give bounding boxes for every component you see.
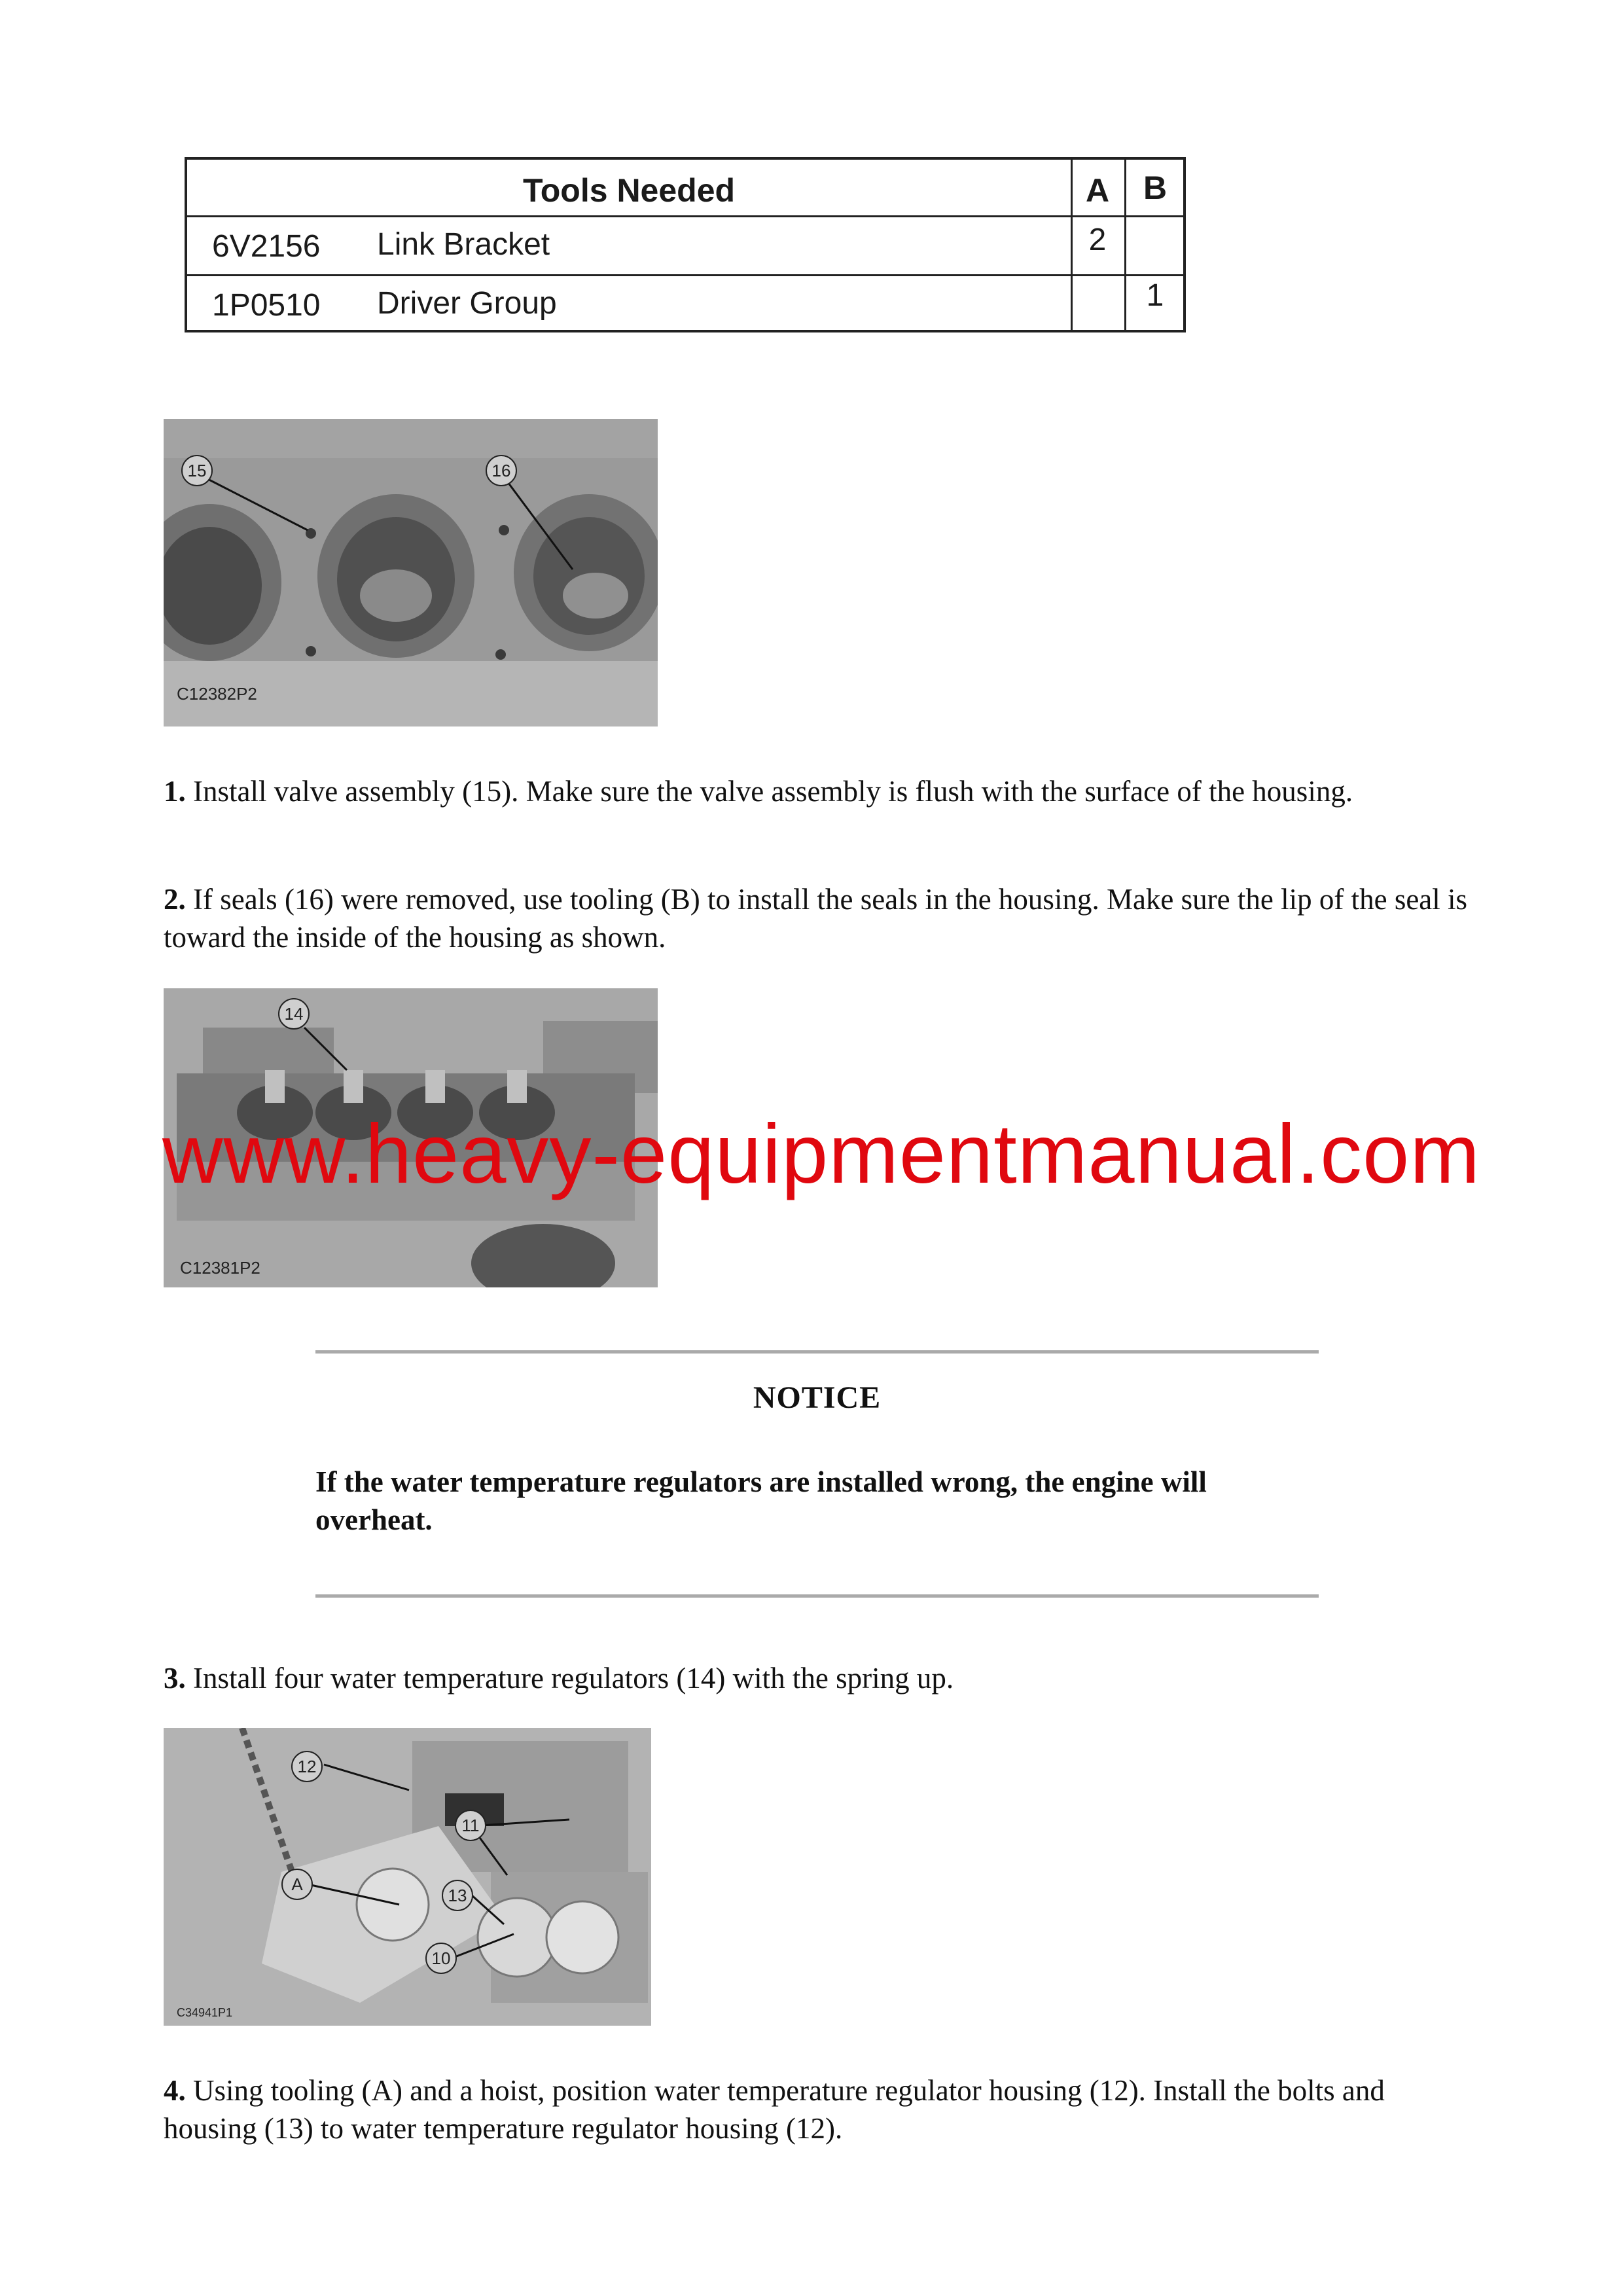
- photo-regulator-housing-image: [164, 1728, 651, 2026]
- column-b-header: B: [1143, 170, 1168, 206]
- step-4: [164, 2072, 1472, 2147]
- callout-14: 14: [278, 998, 310, 1030]
- notice-body: If the water temperature regulators are installed wrong, the engine will overheat.: [315, 1465, 1207, 1536]
- part-number: 1P0510: [212, 288, 321, 323]
- step-number: 1.: [164, 775, 186, 808]
- tools-needed-table: [185, 157, 1186, 332]
- callout-11: 11: [455, 1810, 486, 1841]
- callout-16: 16: [486, 455, 517, 486]
- quantity-b: 1: [1146, 278, 1164, 313]
- watermark-url: www.heavy-equipmentmanual.com: [162, 1107, 1480, 1201]
- photo-code: C34941P1: [177, 2006, 233, 2019]
- step-text: Install four water temperature regulators (14) with the spring up.: [193, 1662, 954, 1695]
- photo-code: C12381P2: [180, 1258, 260, 1278]
- step-text: Using tooling (A) and a hoist, position water temperature regulator housing (12). Install the bolts and housing (13) to water temperature regulator housing (12).: [164, 2074, 1385, 2145]
- part-number: 6V2156: [212, 229, 321, 264]
- callout-a: A: [281, 1869, 313, 1900]
- notice-title: NOTICE: [753, 1380, 882, 1415]
- column-a-header: A: [1085, 172, 1110, 209]
- photo-valve-housing: [164, 419, 658, 726]
- step-text: Install valve assembly (15). Make sure the valve assembly is flush with the surface of the housing.: [193, 775, 1353, 808]
- step-number: 4.: [164, 2074, 186, 2107]
- photo-code: C12382P2: [177, 684, 257, 704]
- photo-regulator-housing: [164, 1728, 651, 2026]
- step-text: If seals (16) were removed, use tooling (B) to install the seals in the housing. Make sure the lip of the seal is toward the inside of the housing as shown.: [164, 883, 1468, 954]
- callout-12: 12: [291, 1751, 323, 1782]
- tool-name: Driver Group: [377, 286, 557, 321]
- step-2: [164, 880, 1472, 956]
- step-3: [164, 1659, 1472, 1697]
- callout-13: 13: [442, 1880, 473, 1911]
- quantity-a: 2: [1088, 223, 1107, 257]
- callout-15: 15: [181, 455, 213, 486]
- photo-valve-housing-image: [164, 419, 658, 726]
- table-divider: [187, 215, 1183, 217]
- step-number: 2.: [164, 883, 186, 916]
- tool-name: Link Bracket: [377, 227, 550, 262]
- callout-10: 10: [425, 1943, 457, 1974]
- table-header: Tools Needed: [522, 172, 736, 209]
- notice-bottom-rule: [315, 1594, 1319, 1598]
- notice-top-rule: [315, 1350, 1319, 1354]
- step-1: [164, 772, 1472, 810]
- table-divider: [187, 274, 1183, 276]
- step-number: 3.: [164, 1662, 186, 1695]
